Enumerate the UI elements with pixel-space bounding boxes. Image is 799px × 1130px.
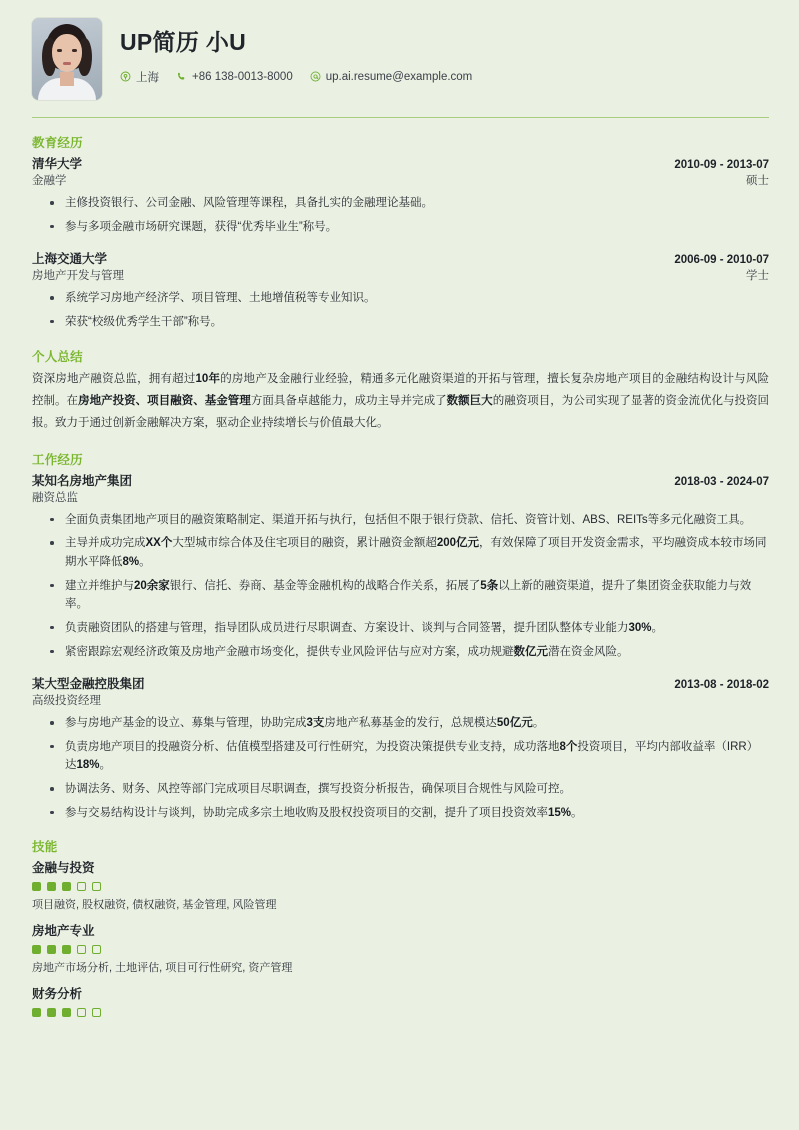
emphasis-text: 房地产投资、项目融资、基金管理 [78, 394, 251, 407]
skill-dot-filled [47, 945, 56, 954]
skill-dot-filled [32, 882, 41, 891]
body-text: ，有效保障了项目开发资金需求，平均融资成本较市场同期水平降低 [65, 537, 767, 569]
job-title: 高级投资经理 [32, 695, 101, 708]
entry-date-range: 2018-03 - 2024-07 [674, 475, 769, 488]
body-text: 负责融资团队的搭建与管理，指导团队成员进行尽职调查、方案设计、谈判与合同签署，提升团队整体专业能力 [65, 621, 629, 634]
skill-item [32, 921, 769, 975]
page-title: UP简历 小U [120, 29, 247, 55]
bullet-item: 主修投资银行、公司金融、风险管理等课程，具备扎实的金融理论基础。 [32, 194, 769, 213]
bullet-item: 荣获“校级优秀学生干部”称号。 [32, 313, 769, 332]
skill-dot-empty [92, 1008, 101, 1017]
emphasis-text: 8个 [559, 740, 578, 753]
emphasis-text: 8% [122, 556, 140, 569]
work-entry [32, 471, 769, 661]
job-title: 融资总监 [32, 491, 78, 504]
body-text: 以上新的融资渠道，提升了集团资金获取能力与效率。 [65, 579, 752, 611]
skill-dot-filled [62, 882, 71, 891]
entry-date-range: 2013-08 - 2018-02 [674, 679, 769, 692]
bullet-item [32, 804, 769, 823]
body-text: 。 [532, 717, 545, 730]
body-text: 。 [99, 759, 112, 772]
bullet-list [32, 714, 769, 822]
emphasis-text: 5条 [480, 579, 499, 592]
entry-subheader-row [32, 489, 769, 505]
section-education [22, 133, 777, 332]
skill-level-meter [32, 1008, 769, 1017]
section-summary [22, 347, 777, 435]
section-title-skills: 技能 [32, 840, 58, 855]
bullet-item [32, 511, 769, 530]
organization-name: 某大型金融控股集团 [32, 677, 145, 692]
skill-dot-empty [77, 945, 86, 954]
entry-header-row [32, 249, 769, 267]
bullet-item [32, 780, 769, 799]
contact-list [120, 69, 489, 85]
entry-subheader-row [32, 172, 769, 188]
education-entry [32, 154, 769, 236]
resume-header [22, 0, 777, 100]
bullet-item: 参与多项金融市场研究课题，获得“优秀毕业生”称号。 [32, 218, 769, 237]
emphasis-text: 200亿元 [436, 537, 480, 550]
body-text: 大型城市综合体及住宅项目的融资，累计融资金额超 [172, 537, 437, 550]
contact-location [120, 69, 159, 85]
header-divider [32, 117, 769, 118]
emphasis-text: 18% [76, 759, 100, 772]
emphasis-text: 3支 [306, 717, 325, 730]
section-work [22, 450, 777, 823]
skill-name: 房地产专业 [32, 924, 95, 939]
skill-dot-empty [92, 945, 101, 954]
entry-header-row [32, 674, 769, 692]
body-text: 负责房地产项目的投融资分析、估值模型搭建及可行性研究，为投资决策提供专业支持，成功落地 [65, 740, 560, 753]
contact-email [310, 71, 473, 83]
body-text: 资深房地产融资总监，拥有超过 [32, 372, 196, 385]
major-name: 金融学 [32, 175, 67, 187]
organization-name: 上海交通大学 [32, 252, 108, 267]
body-text: 潜在资金风险。 [548, 645, 629, 658]
body-text: 银行、信托、券商、基金等金融机构的战略合作关系，拓展了 [169, 579, 481, 592]
phone-value: +86 138-0013-8000 [192, 70, 293, 83]
emphasis-text: XX个 [145, 537, 173, 550]
location-pin-icon [120, 71, 131, 82]
section-title-work: 工作经历 [32, 452, 83, 467]
section-skills [22, 837, 777, 1017]
skill-item [32, 984, 769, 1017]
education-entry [32, 249, 769, 331]
entry-subheader-row [32, 692, 769, 708]
body-text: 主导并成功完成 [65, 537, 146, 550]
summary-paragraph [32, 368, 769, 435]
skill-dot-filled [32, 945, 41, 954]
skill-dot-filled [47, 882, 56, 891]
bullet-item: 系统学习房地产经济学、项目管理、土地增值税等专业知识。 [32, 289, 769, 308]
entry-date-range: 2010-09 - 2013-07 [674, 159, 769, 171]
bullet-item [32, 577, 769, 614]
emphasis-text: 30% [628, 621, 652, 634]
organization-name: 清华大学 [32, 157, 83, 171]
body-text: 。 [139, 556, 151, 569]
skill-dot-filled [47, 1008, 56, 1017]
body-text: 房地产私募基金的发行，总规模达 [324, 717, 497, 730]
entry-date-range: 2006-09 - 2010-07 [674, 254, 769, 267]
body-text: 参与交易结构设计与谈判，协助完成多宗土地收购及股权投资项目的交割，提升了项目投资效率 [65, 806, 548, 819]
skill-level-meter [32, 945, 769, 954]
bullet-list [32, 289, 769, 331]
skill-name: 财务分析 [32, 987, 83, 1002]
body-text: 参与房地产基金的设立、募集与管理，协助完成 [65, 717, 307, 730]
emphasis-text: 20余家 [134, 579, 170, 592]
body-text: 投资项目，平均内部收益率（IRR）达 [65, 740, 759, 772]
emphasis-text: 数亿元 [513, 645, 548, 658]
emphasis-text: 15% [548, 806, 572, 819]
entry-header-row [32, 471, 769, 489]
bullet-item [32, 619, 769, 638]
skill-tags: 项目融资, 股权融资, 债权融资, 基金管理, 风险管理 [32, 899, 277, 912]
skill-tags: 房地产市场分析, 土地评估, 项目可行性研究, 资产管理 [32, 962, 293, 975]
emphasis-text: 10年 [195, 372, 221, 385]
degree-label: 硕士 [746, 175, 769, 187]
bullet-list [32, 511, 769, 661]
skill-level-meter [32, 882, 769, 891]
email-value: up.ai.resume@example.com [325, 70, 473, 83]
emphasis-text: 数额巨大 [446, 394, 493, 407]
work-entry [32, 674, 769, 822]
emphasis-text: 50亿元 [496, 717, 533, 730]
skill-name: 金融与投资 [32, 861, 95, 876]
skill-dot-filled [32, 1008, 41, 1017]
skill-dot-empty [92, 882, 101, 891]
body-text: 协调法务、财务、风控等部门完成项目尽职调查，撰写投资分析报告，确保项目合规性与风险可控。 [65, 783, 571, 796]
bullet-item [32, 534, 769, 571]
bullet-item [32, 738, 769, 775]
entry-header-row [32, 154, 769, 172]
skill-dot-empty [77, 1008, 86, 1017]
body-text: 方面具备卓越能力，成功主导并完成了 [250, 394, 447, 407]
avatar [32, 18, 102, 100]
body-text: 全面负责集团地产项目的融资策略制定、渠道开拓与执行，包括但不限于银行贷款、信托、资管计划、ABS、REITs等多元化融资工具。 [65, 513, 752, 526]
at-email-icon [310, 71, 321, 82]
body-text: 。 [651, 621, 664, 634]
section-title-summary: 个人总结 [32, 349, 83, 364]
contact-phone [176, 71, 293, 83]
body-text: 的房地产及金融行业经验，精通多元化融资渠道的开拓与管理，擅长复杂房地产项目的金融结构设计与风险控制。在 [32, 372, 769, 407]
bullet-list [32, 194, 769, 236]
skill-dot-empty [77, 882, 86, 891]
body-text: 的融资项目，为公司实现了显著的资金流优化与投资回报。致力于通过创新金融解决方案，驱动企业持续增长与价值最大化。 [32, 394, 770, 430]
phone-icon [176, 71, 187, 82]
bullet-item [32, 643, 769, 662]
body-text: 。 [571, 806, 583, 819]
body-text: 建立并维护与 [65, 579, 134, 592]
entry-subheader-row [32, 267, 769, 283]
skill-dot-filled [62, 1008, 71, 1017]
location-value: 上海 [136, 71, 159, 84]
skill-dot-filled [62, 945, 71, 954]
bullet-item [32, 714, 769, 733]
organization-name: 某知名房地产集团 [32, 473, 133, 488]
degree-label: 学士 [746, 270, 769, 283]
body-text: 紧密跟踪宏观经济政策及房地产金融市场变化，提供专业风险评估与应对方案，成功规避 [65, 645, 514, 658]
section-title-education: 教育经历 [32, 136, 83, 150]
skill-item [32, 858, 769, 912]
major-name: 房地产开发与管理 [32, 270, 124, 283]
